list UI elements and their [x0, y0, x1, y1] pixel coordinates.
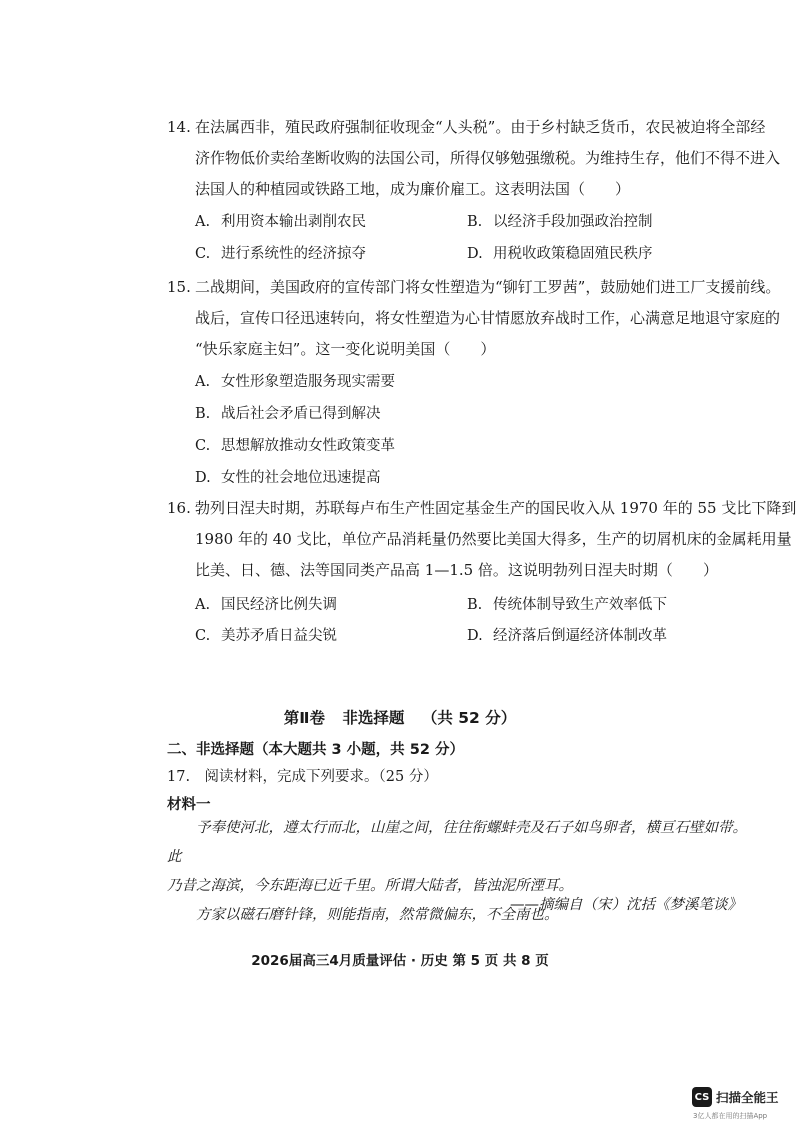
option-b[interactable]: B. 以经济手段加强政治控制 — [467, 214, 653, 230]
option-c[interactable]: C. 进行系统性的经济掠夺 — [195, 246, 366, 262]
question-number: 14. — [167, 118, 191, 136]
scanner-tagline: 3亿人都在用的扫描App — [693, 1112, 768, 1120]
option-b[interactable]: B. 战后社会矛盾已得到解决 — [195, 406, 381, 422]
material-source: ——摘编自（宋）沈括《梦溪笔谈》 — [510, 897, 742, 913]
section-score: （共 52 分） — [421, 709, 517, 727]
material-line: 予奉使河北，遵太行而北，山崖之间，往往衔螺蚌壳及石子如鸟卵者，横亘石壁如带。此 — [167, 820, 747, 865]
question-17-prompt: 17. 阅读材料，完成下列要求。（25 分） — [167, 769, 438, 785]
option-a[interactable]: A. 利用资本输出剥削农民 — [195, 214, 366, 230]
question-text-line: 济作物低价卖给垄断收购的法国公司，所得仅够勉强缴税。为维持生存，他们不得不进入 — [195, 149, 781, 167]
question-text-line: 1980 年的 40 戈比，单位产品消耗量仍然要比美国大得多，生产的切屑机床的金属耗用量 — [195, 530, 792, 548]
option-d[interactable]: D. 用税收政策稳固殖民秩序 — [467, 246, 653, 262]
option-c[interactable]: C. 思想解放推动女性政策变革 — [195, 438, 395, 454]
material-line: 方家以磁石磨针锋，则能指南，然常微偏东，不全南也。 — [196, 907, 559, 923]
page-footer: 2026届高三4月质量评估 · 历史 第 5 页 共 8 页 — [251, 953, 549, 969]
material-line: 乃昔之海滨，今东距海已近千里。所谓大陆者，皆浊泥所湮耳。 — [167, 878, 573, 894]
question-15 — [167, 272, 781, 365]
section-title — [0, 706, 800, 728]
question-number: 15. — [167, 278, 191, 296]
option-a[interactable]: A. 国民经济比例失调 — [195, 597, 337, 613]
question-text-line: 勃列日涅夫时期，苏联每卢布生产性固定基金生产的国民收入从 1970 年的 55 戈比下降到 — [195, 499, 797, 517]
question-text-line: 在法属西非，殖民政府强制征收现金“人头税”。由于乡村缺乏货币，农民被迫将全部经 — [195, 118, 766, 136]
question-text-line: 比美、日、德、法等国同类产品高 1—1.5 倍。这说明勃列日涅夫时期（ ） — [195, 561, 718, 579]
question-16 — [167, 493, 797, 586]
question-text-line: 二战期间，美国政府的宣传部门将女性塑造为“铆钉工罗茜”，鼓励她们进工厂支援前线。 — [195, 278, 781, 296]
scanner-brand: 扫描全能王 — [716, 1090, 779, 1105]
option-b[interactable]: B. 传统体制导致生产效率低下 — [467, 597, 667, 613]
section-heading: 二、非选择题（本大题共 3 小题，共 52 分） — [167, 742, 464, 758]
question-number: 16. — [167, 499, 191, 517]
option-a[interactable]: A. 女性形象塑造服务现实需要 — [195, 374, 395, 390]
question-text-line: 法国人的种植园或铁路工地，成为廉价雇工。这表明法国（ ） — [195, 180, 631, 198]
question-text-line: “快乐家庭主妇”。这一变化说明美国（ ） — [195, 340, 496, 358]
option-c[interactable]: C. 美苏矛盾日益尖锐 — [195, 628, 337, 644]
section-part: 第Ⅱ卷 — [283, 709, 325, 727]
section-name: 非选择题 — [342, 709, 405, 727]
option-d[interactable]: D. 经济落后倒逼经济体制改革 — [467, 628, 667, 644]
material-label: 材料一 — [167, 797, 211, 813]
camscanner-icon: CS — [692, 1087, 712, 1107]
option-d[interactable]: D. 女性的社会地位迅速提高 — [195, 470, 381, 486]
question-14 — [167, 112, 781, 205]
question-text-line: 战后，宣传口径迅速转向，将女性塑造为心甘情愿放弃战时工作，心满意足地退守家庭的 — [195, 309, 781, 327]
scanner-watermark — [692, 1087, 779, 1107]
